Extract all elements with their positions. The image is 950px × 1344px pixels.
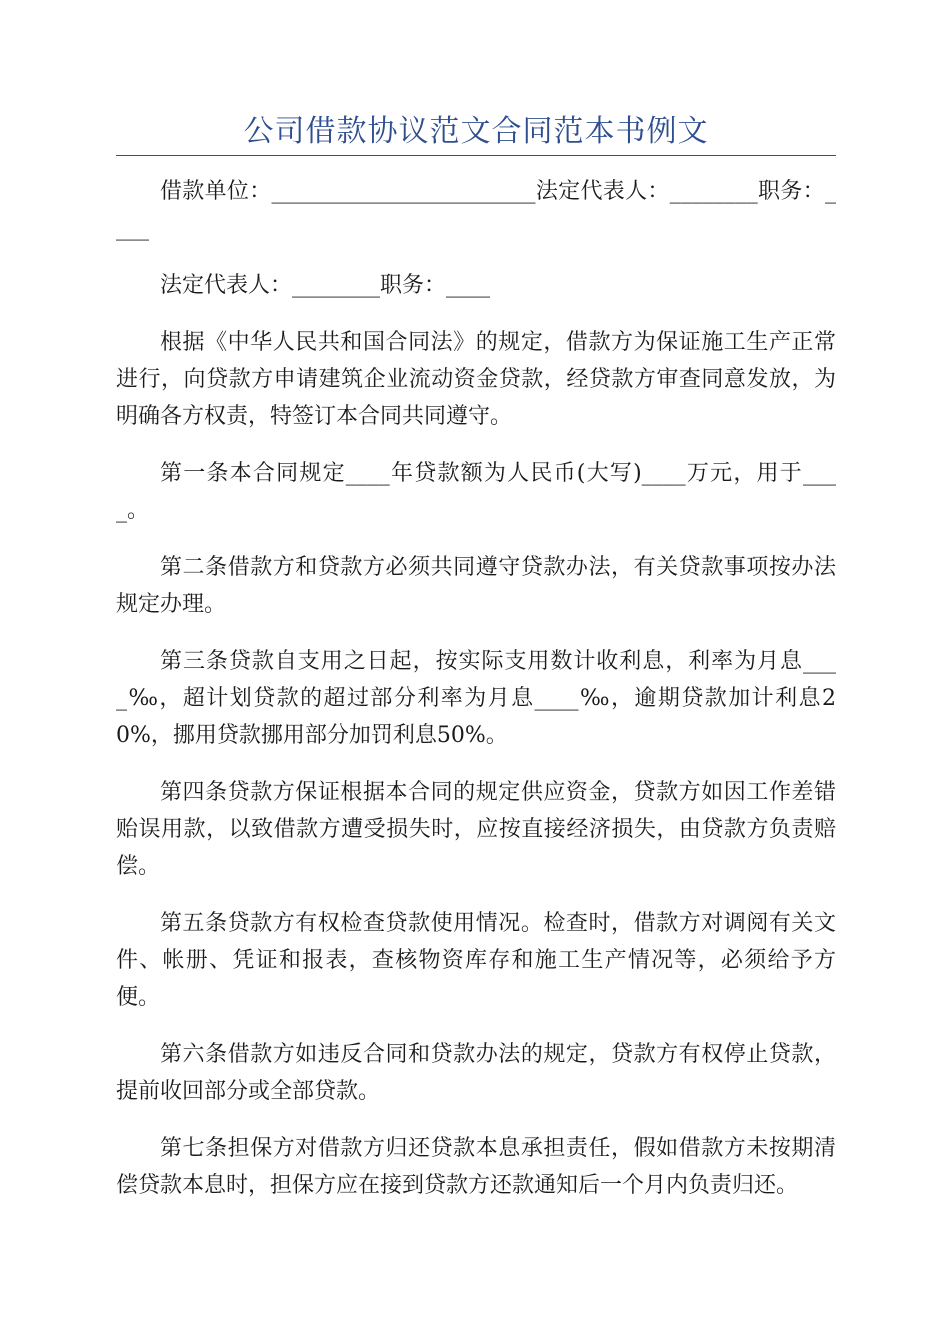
paragraph-legal-rep: 法定代表人：________职务：____	[160, 273, 491, 298]
paragraph-article-3: 第三条贷款自支用之日起，按实际支用数计收利息，利率为月息____‰，超计划贷款的超过部分利率为月息____‰，逾期贷款加计利息20%，挪用贷款挪用部分加罚利息50%。	[116, 649, 836, 748]
document-title: 公司借款协议范文合同范本书例文	[243, 114, 709, 149]
paragraph-article-5: 第五条贷款方有权检查贷款使用情况。检查时，借款方对调阅有关文件、帐册、凭证和报表，查核物资库存和施工生产情况等，必须给予方便。	[116, 911, 836, 1010]
paragraph-article-4: 第四条贷款方保证根据本合同的规定供应资金，贷款方如因工作差错贻误用款，以致借款方遭受损失时，应按直接经济损失，由贷款方负责赔偿。	[116, 780, 836, 879]
paragraph-article-1: 第一条本合同规定____年贷款额为人民币(大写)____万元，用于____。	[116, 461, 836, 523]
paragraph-preamble: 根据《中华人民共和国合同法》的规定，借款方为保证施工生产正常进行，向贷款方申请建筑企业流动资金贷款，经贷款方审查同意发放，为明确各方权责，特签订本合同共同遵守。	[116, 330, 836, 429]
paragraph-article-6: 第六条借款方如违反合同和贷款办法的规定，贷款方有权停止贷款，提前收回部分或全部贷款。	[116, 1042, 836, 1104]
paragraph-borrower-info: 借款单位：________________________法定代表人：________职务：____	[116, 179, 836, 241]
title-underline	[116, 155, 836, 156]
paragraph-article-7: 第七条担保方对借款方归还贷款本息承担责任，假如借款方未按期清偿贷款本息时，担保方应在接到贷款方还款通知后一个月内负责归还。	[116, 1136, 836, 1198]
paragraph-article-2: 第二条借款方和贷款方必须共同遵守贷款办法，有关贷款事项按办法规定办理。	[116, 555, 836, 617]
document-body	[116, 173, 836, 1224]
